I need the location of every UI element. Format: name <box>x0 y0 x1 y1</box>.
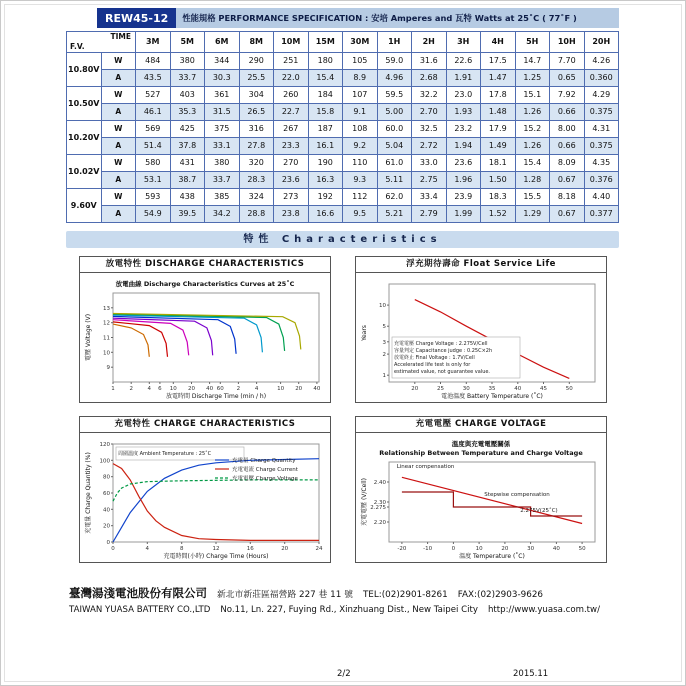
svg-text:12: 12 <box>212 546 220 552</box>
svg-text:40: 40 <box>103 507 110 514</box>
svg-text:Stepwise compensation: Stepwise compensation <box>484 492 550 498</box>
chart-panel-float-life <box>355 256 607 403</box>
svg-text:溫度 Temperature (˚C): 溫度 Temperature (˚C) <box>459 553 525 560</box>
table-cell: 23.9 <box>446 189 481 206</box>
svg-text:24: 24 <box>315 546 323 552</box>
revision-date: 2015.11 <box>513 669 549 679</box>
svg-text:2.275V(25˚C): 2.275V(25˚C) <box>520 508 558 514</box>
amperes-label-cell: A <box>101 70 136 87</box>
company-name-en: TAIWAN YUASA BATTERY CO.,LTD <box>69 605 211 615</box>
table-cell: 260 <box>274 87 309 104</box>
svg-text:充電電壓 (V/Cell): 充電電壓 (V/Cell) <box>361 478 368 526</box>
table-cell: 33.1 <box>205 138 240 155</box>
svg-text:45: 45 <box>540 386 547 392</box>
table-cell: 180 <box>308 53 343 70</box>
svg-text:2: 2 <box>382 352 386 359</box>
table-cell: 35.3 <box>170 104 205 121</box>
svg-text:充電時間(小時) Charge Time (Hours): 充電時間(小時) Charge Time (Hours) <box>163 553 269 560</box>
table-cell: 8.09 <box>550 155 585 172</box>
table-cell: 1.29 <box>515 206 550 223</box>
svg-text:6: 6 <box>158 386 162 392</box>
table-cell: 32.2 <box>412 87 447 104</box>
table-cell: 316 <box>239 121 274 138</box>
table-cell: 192 <box>308 189 343 206</box>
svg-text:16: 16 <box>246 546 254 552</box>
table-cell: 61.0 <box>377 155 412 172</box>
table-cell: 9.1 <box>343 104 378 121</box>
table-cell: 15.8 <box>308 104 343 121</box>
svg-text:2.275: 2.275 <box>370 505 386 511</box>
table-cell: 267 <box>274 121 309 138</box>
table-cell: 5.00 <box>377 104 412 121</box>
svg-text:estimated value, not guarantee: estimated value, not guarantee value. <box>394 369 491 375</box>
watts-label-cell: W <box>101 121 136 138</box>
svg-text:4: 4 <box>147 386 152 392</box>
final-voltage-cell: 10.20V <box>67 121 102 155</box>
table-cell: 5.21 <box>377 206 412 223</box>
website-link[interactable]: http://www.yuasa.com.tw/ <box>487 605 600 615</box>
table-cell: 26.5 <box>239 104 274 121</box>
table-cell: 403 <box>170 87 205 104</box>
chart-panel-charge-characteristics <box>79 416 331 563</box>
table-cell: 4.26 <box>584 53 619 70</box>
table-header-row <box>67 32 619 53</box>
time-header: 15M <box>308 32 343 53</box>
table-cell: 8.9 <box>343 70 378 87</box>
table-cell: 9.5 <box>343 206 378 223</box>
table-cell: 16.1 <box>308 138 343 155</box>
table-cell: 569 <box>136 121 171 138</box>
charge-characteristics-chart <box>83 436 327 560</box>
table-cell: 16.3 <box>308 172 343 189</box>
table-cell: 1.52 <box>481 206 516 223</box>
svg-text:30: 30 <box>462 386 470 392</box>
svg-text:2.30: 2.30 <box>373 500 386 506</box>
table-cell: 23.3 <box>274 138 309 155</box>
svg-text:周圍溫度 Ambient Temperature : 25˚: 周圍溫度 Ambient Temperature : 25˚C <box>118 451 212 457</box>
time-header: 3H <box>446 32 481 53</box>
table-cell: 0.66 <box>550 138 585 155</box>
table-cell: 0.375 <box>584 138 619 155</box>
svg-text:9: 9 <box>106 365 110 372</box>
table-cell: 43.5 <box>136 70 171 87</box>
table-cell: 2.72 <box>412 138 447 155</box>
table-cell: 1.50 <box>481 172 516 189</box>
svg-text:電壓 Voltage (V): 電壓 Voltage (V) <box>85 313 92 362</box>
table-cell: 4.96 <box>377 70 412 87</box>
table-cell: 344 <box>205 53 240 70</box>
performance-spec-header <box>97 8 619 28</box>
table-cell: 304 <box>239 87 274 104</box>
table-cell: 31.6 <box>412 53 447 70</box>
svg-text:20: 20 <box>411 386 419 392</box>
time-header: 10H <box>550 32 585 53</box>
table-cell: 290 <box>239 53 274 70</box>
table-row <box>67 87 619 104</box>
table-cell: 7.70 <box>550 53 585 70</box>
svg-text:充電量 Charge Quantity (%): 充電量 Charge Quantity (%) <box>85 452 92 534</box>
svg-text:50: 50 <box>578 546 586 552</box>
table-row <box>67 172 619 189</box>
chart-panel-charge-voltage <box>355 416 607 563</box>
svg-text:0: 0 <box>111 546 115 552</box>
table-cell: 0.375 <box>584 104 619 121</box>
table-cell: 22.6 <box>446 53 481 70</box>
svg-text:60: 60 <box>103 491 110 497</box>
table-cell: 593 <box>136 189 171 206</box>
table-cell: 23.0 <box>446 87 481 104</box>
svg-text:20: 20 <box>188 386 195 392</box>
watts-label-cell: W <box>101 189 136 206</box>
svg-text:Accelerated life test is only: Accelerated life test is only for <box>394 362 471 368</box>
table-cell: 0.65 <box>550 70 585 87</box>
table-cell: 0.66 <box>550 104 585 121</box>
table-cell: 324 <box>239 189 274 206</box>
time-header: 3M <box>136 32 171 53</box>
svg-text:40: 40 <box>206 386 214 392</box>
float-life-chart <box>359 276 603 400</box>
discharge-chart <box>83 276 327 400</box>
table-cell: 1.93 <box>446 104 481 121</box>
amperes-label-cell: A <box>101 138 136 155</box>
svg-text:20: 20 <box>501 546 509 552</box>
table-cell: 9.2 <box>343 138 378 155</box>
table-cell: 2.68 <box>412 70 447 87</box>
table-cell: 33.7 <box>170 70 205 87</box>
svg-text:120: 120 <box>99 442 110 448</box>
amperes-label-cell: A <box>101 104 136 121</box>
table-row <box>67 138 619 155</box>
characteristics-section-header: 特性 Characteristics <box>66 231 619 248</box>
table-cell: 5.04 <box>377 138 412 155</box>
svg-text:充電量 Charge Quantity: 充電量 Charge Quantity <box>232 458 296 464</box>
time-header: 30M <box>343 32 378 53</box>
table-cell: 39.5 <box>170 206 205 223</box>
table-cell: 2.79 <box>412 206 447 223</box>
svg-text:80: 80 <box>103 474 110 481</box>
svg-text:0: 0 <box>106 540 110 546</box>
table-cell: 17.5 <box>481 53 516 70</box>
table-cell: 30.3 <box>205 70 240 87</box>
table-cell: 110 <box>343 155 378 172</box>
svg-text:Linear compensation: Linear compensation <box>396 464 455 470</box>
svg-text:8: 8 <box>179 546 184 552</box>
table-cell: 431 <box>170 155 205 172</box>
table-cell: 1.47 <box>481 70 516 87</box>
table-cell: 15.5 <box>515 189 550 206</box>
table-cell: 15.4 <box>515 155 550 172</box>
table-cell: 17.8 <box>481 87 516 104</box>
svg-text:3: 3 <box>382 339 386 346</box>
table-cell: 251 <box>274 53 309 70</box>
float-life-chart-title: 浮充期待壽命 Float Service Life <box>356 257 606 273</box>
table-cell: 438 <box>170 189 205 206</box>
svg-text:容量判定 Capacitance judge : 0.25C: 容量判定 Capacitance judge : 0.25C×2h <box>394 348 493 354</box>
svg-text:40: 40 <box>313 386 321 392</box>
amperes-label-cell: A <box>101 206 136 223</box>
table-cell: 59.5 <box>377 87 412 104</box>
table-cell: 54.9 <box>136 206 171 223</box>
table-cell: 385 <box>205 189 240 206</box>
table-cell: 8.00 <box>550 121 585 138</box>
svg-text:12: 12 <box>103 320 110 327</box>
charge-characteristics-chart-title: 充電特性 CHARGE CHARACTERISTICS <box>80 417 330 433</box>
page-number: 2/2 <box>337 669 351 679</box>
table-cell: 38.7 <box>170 172 205 189</box>
table-cell: 0.67 <box>550 172 585 189</box>
table-cell: 7.92 <box>550 87 585 104</box>
svg-text:1: 1 <box>111 386 115 392</box>
table-cell: 33.4 <box>412 189 447 206</box>
table-cell: 108 <box>343 121 378 138</box>
table-cell: 1.49 <box>481 138 516 155</box>
watts-label-cell: W <box>101 53 136 70</box>
svg-text:Relationship Between Temperatu: Relationship Between Temperature and Charge Voltage <box>379 449 583 457</box>
table-cell: 33.7 <box>205 172 240 189</box>
svg-text:2.40: 2.40 <box>373 480 386 486</box>
table-cell: 107 <box>343 87 378 104</box>
table-row <box>67 121 619 138</box>
svg-text:-10: -10 <box>423 546 433 552</box>
model-badge: REW45-12 <box>97 8 176 28</box>
table-cell: 28.3 <box>239 172 274 189</box>
table-cell: 37.8 <box>170 138 205 155</box>
table-cell: 22.0 <box>274 70 309 87</box>
table-cell: 18.3 <box>481 189 516 206</box>
table-cell: 1.94 <box>446 138 481 155</box>
time-header: 6M <box>205 32 240 53</box>
svg-text:40: 40 <box>514 386 522 392</box>
svg-text:4: 4 <box>254 386 259 392</box>
spec-header-title: 性能規格 PERFORMANCE SPECIFICATION : 安培 Amperes and 瓦特 Watts at 25˚C ( 77˚F ) <box>176 8 619 28</box>
time-header: 4H <box>481 32 516 53</box>
time-header: 20H <box>584 32 619 53</box>
table-row <box>67 155 619 172</box>
time-header: 8M <box>239 32 274 53</box>
table-cell: 105 <box>343 53 378 70</box>
table-cell: 25.5 <box>239 70 274 87</box>
table-cell: 2.70 <box>412 104 447 121</box>
table-row <box>67 53 619 70</box>
table-cell: 1.96 <box>446 172 481 189</box>
table-cell: 320 <box>239 155 274 172</box>
svg-text:20: 20 <box>103 523 110 530</box>
svg-text:充電電壓 Charge Voltage : 2.275V/C: 充電電壓 Charge Voltage : 2.275V/Cell <box>394 341 488 347</box>
svg-text:35: 35 <box>488 386 496 392</box>
table-cell: 51.4 <box>136 138 171 155</box>
svg-text:電池溫度 Battery Temperature (˚C): 電池溫度 Battery Temperature (˚C) <box>441 393 543 400</box>
table-cell: 1.48 <box>481 104 516 121</box>
table-cell: 380 <box>170 53 205 70</box>
table-cell: 16.6 <box>308 206 343 223</box>
table-cell: 53.1 <box>136 172 171 189</box>
svg-text:10: 10 <box>169 386 177 392</box>
svg-text:20: 20 <box>295 386 303 392</box>
company-name-cjk: 臺灣湯淺電池股份有限公司 <box>69 586 207 600</box>
final-voltage-cell: 10.80V <box>67 53 102 87</box>
table-cell: 187 <box>308 121 343 138</box>
svg-text:60: 60 <box>216 386 224 392</box>
table-row <box>67 70 619 87</box>
company-address-cjk: 新北市新莊區福營路 227 巷 11 號 <box>217 590 353 600</box>
table-cell: 15.1 <box>515 87 550 104</box>
final-voltage-cell: 10.50V <box>67 87 102 121</box>
svg-text:放電曲線 Discharge Characteristics: 放電曲線 Discharge Characteristics Curves at 25˚C <box>115 280 295 288</box>
svg-text:10: 10 <box>277 386 285 392</box>
svg-text:放電時間 Discharge Time (min / h): 放電時間 Discharge Time (min / h) <box>165 393 267 400</box>
table-cell: 0.377 <box>584 206 619 223</box>
charge-voltage-chart-title: 充電電壓 CHARGE VOLTAGE <box>356 417 606 433</box>
charge-voltage-chart <box>359 436 603 560</box>
svg-text:50: 50 <box>565 386 573 392</box>
table-cell: 23.8 <box>274 206 309 223</box>
svg-text:0: 0 <box>451 546 456 552</box>
table-cell: 18.1 <box>481 155 516 172</box>
table-cell: 484 <box>136 53 171 70</box>
table-cell: 1.91 <box>446 70 481 87</box>
table-cell: 27.8 <box>239 138 274 155</box>
table-cell: 8.18 <box>550 189 585 206</box>
table-cell: 0.67 <box>550 206 585 223</box>
table-cell: 190 <box>308 155 343 172</box>
table-cell: 2.75 <box>412 172 447 189</box>
svg-text:Years: Years <box>361 325 368 341</box>
table-cell: 59.0 <box>377 53 412 70</box>
table-cell: 425 <box>170 121 205 138</box>
svg-text:11: 11 <box>103 335 110 342</box>
svg-text:20: 20 <box>281 546 289 552</box>
svg-text:25: 25 <box>437 386 444 392</box>
svg-text:充電電流 Charge Current: 充電電流 Charge Current <box>232 467 298 473</box>
table-cell: 31.5 <box>205 104 240 121</box>
table-cell: 9.3 <box>343 172 378 189</box>
svg-text:2: 2 <box>236 386 241 392</box>
final-voltage-cell: 9.60V <box>67 189 102 223</box>
svg-text:2: 2 <box>129 386 133 392</box>
table-cell: 62.0 <box>377 189 412 206</box>
table-cell: 0.376 <box>584 172 619 189</box>
svg-text:-20: -20 <box>397 546 407 552</box>
table-cell: 14.7 <box>515 53 550 70</box>
table-cell: 5.11 <box>377 172 412 189</box>
table-cell: 380 <box>205 155 240 172</box>
svg-text:10: 10 <box>475 546 483 552</box>
svg-text:放電終止 Final Voltage : 1.7V/Cell: 放電終止 Final Voltage : 1.7V/Cell <box>394 355 475 361</box>
time-header: 10M <box>274 32 309 53</box>
table-cell: 33.0 <box>412 155 447 172</box>
table-cell: 34.2 <box>205 206 240 223</box>
performance-table <box>66 31 619 223</box>
svg-text:30: 30 <box>527 546 535 552</box>
table-cell: 1.25 <box>515 70 550 87</box>
table-row <box>67 104 619 121</box>
svg-text:100: 100 <box>99 458 110 465</box>
table-cell: 1.26 <box>515 138 550 155</box>
table-cell: 15.4 <box>308 70 343 87</box>
fax-number: FAX:(02)2903-9626 <box>457 590 544 600</box>
svg-text:5: 5 <box>382 324 386 331</box>
time-header: 1H <box>377 32 412 53</box>
table-cell: 375 <box>205 121 240 138</box>
svg-text:10: 10 <box>379 303 386 310</box>
svg-text:10: 10 <box>103 350 110 357</box>
table-cell: 580 <box>136 155 171 172</box>
table-cell: 4.31 <box>584 121 619 138</box>
table-row <box>67 189 619 206</box>
table-cell: 15.2 <box>515 121 550 138</box>
svg-text:充電電壓 Charge Voltage: 充電電壓 Charge Voltage <box>232 476 298 482</box>
svg-text:1: 1 <box>382 373 386 380</box>
svg-text:4: 4 <box>145 546 150 552</box>
time-header: 2H <box>412 32 447 53</box>
table-cell: 23.2 <box>446 121 481 138</box>
table-cell: 112 <box>343 189 378 206</box>
discharge-chart-title: 放電特性 DISCHARGE CHARACTERISTICS <box>80 257 330 273</box>
table-cell: 4.35 <box>584 155 619 172</box>
table-cell: 17.9 <box>481 121 516 138</box>
footer <box>69 585 629 615</box>
table-cell: 46.1 <box>136 104 171 121</box>
table-cell: 60.0 <box>377 121 412 138</box>
company-address-en: No.11, Ln. 227, Fuying Rd., Xinzhuang Dist., New Taipei City <box>220 605 478 615</box>
time-header: 5M <box>170 32 205 53</box>
svg-text:40: 40 <box>552 546 560 552</box>
svg-text:2.20: 2.20 <box>373 520 386 526</box>
table-cell: 270 <box>274 155 309 172</box>
charts-grid <box>79 256 607 563</box>
time-header: 5H <box>515 32 550 53</box>
table-cell: 184 <box>308 87 343 104</box>
table-cell: 527 <box>136 87 171 104</box>
table-cell: 1.28 <box>515 172 550 189</box>
table-cell: 4.29 <box>584 87 619 104</box>
table-cell: 1.26 <box>515 104 550 121</box>
time-fv-corner-cell: TIME F.V. <box>67 32 136 53</box>
svg-text:13: 13 <box>103 305 110 312</box>
chart-panel-discharge <box>79 256 331 403</box>
table-cell: 22.7 <box>274 104 309 121</box>
table-cell: 1.99 <box>446 206 481 223</box>
watts-label-cell: W <box>101 155 136 172</box>
table-cell: 23.6 <box>274 172 309 189</box>
table-cell: 0.360 <box>584 70 619 87</box>
amperes-label-cell: A <box>101 172 136 189</box>
table-cell: 28.8 <box>239 206 274 223</box>
phone-number: TEL:(02)2901-8261 <box>362 590 448 600</box>
svg-text:溫度與充電電壓關係: 溫度與充電電壓關係 <box>451 440 511 448</box>
final-voltage-cell: 10.02V <box>67 155 102 189</box>
watts-label-cell: W <box>101 87 136 104</box>
table-cell: 273 <box>274 189 309 206</box>
table-cell: 4.40 <box>584 189 619 206</box>
table-row <box>67 206 619 223</box>
table-cell: 23.6 <box>446 155 481 172</box>
table-cell: 32.5 <box>412 121 447 138</box>
table-cell: 361 <box>205 87 240 104</box>
